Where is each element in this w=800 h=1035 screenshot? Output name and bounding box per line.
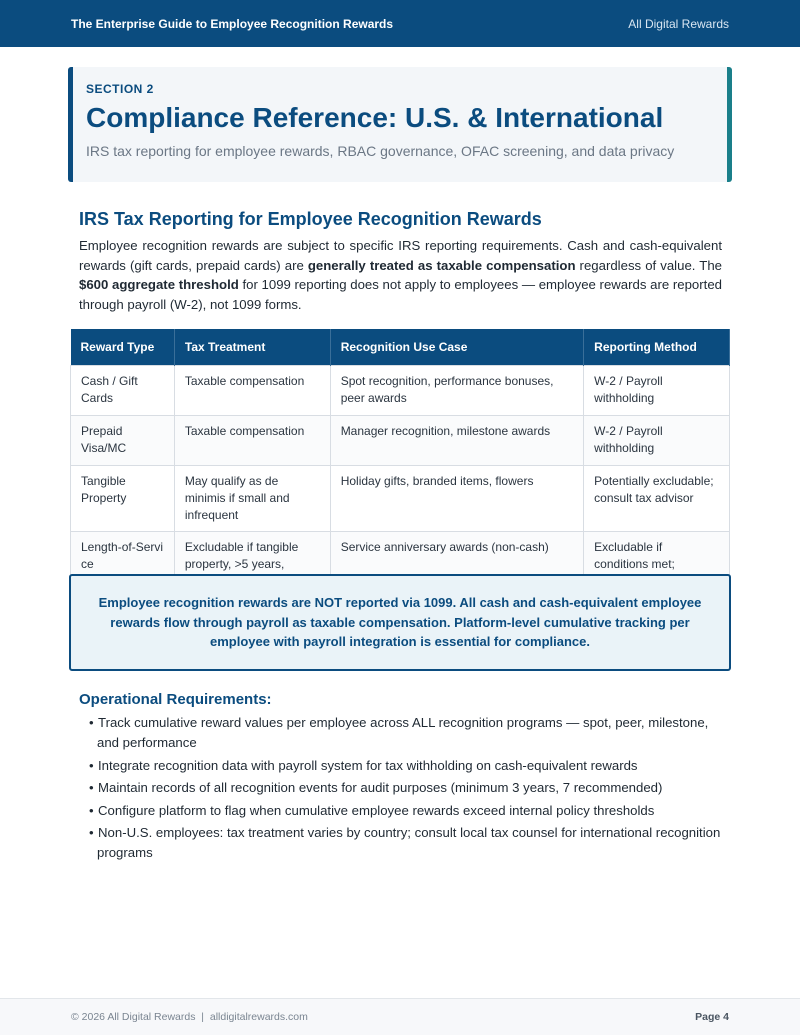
column-header: Reward Type [71,329,175,365]
intro-text-1: Employee recognition rewards are subject to specific IRS reporting requirements. Cash and cash-equivalent rewards (gift cards, prepaid cards) are [79,238,722,273]
table-cell: Taxable compensation [174,415,330,465]
table-cell: Prepaid Visa/MC [71,415,175,465]
irs-heading: IRS Tax Reporting for Employee Recognition Rewards [79,209,542,229]
table-row [71,465,730,531]
column-header: Tax Treatment [174,329,330,365]
bullet-icon: • [89,715,94,730]
table-cell: Service anniversary awards (non-cash) [330,531,583,597]
irs-intro-paragraph [79,236,722,314]
list-item [79,756,729,776]
list-item-text: Maintain records of all recognition events for audit purposes (minimum 3 years, 7 recommended) [98,780,663,795]
compliance-callout [69,574,731,671]
section-label: SECTION 2 [86,82,154,96]
list-item-text: Integrate recognition data with payroll system for tax withholding on cash-equivalent rewards [98,757,638,773]
list-item [79,823,729,863]
page-footer [0,998,800,1035]
table-cell: Holiday gifts, branded items, flowers [330,465,583,531]
column-header: Reporting Method [584,329,730,365]
footer-copyright: © 2026 All Digital Rewards | alldigitalrewards.com [71,1011,308,1023]
intro-text-2: regardless of value. The [575,257,722,273]
intro-bold-2: $600 aggregate threshold [79,277,239,293]
document-title: The Enterprise Guide to Employee Recognition Rewards [71,16,394,31]
table-cell: W-2 / Payroll withholding [584,415,730,465]
list-item [79,713,729,753]
list-item [79,778,729,798]
brand-name: All Digital Rewards [628,16,729,31]
page-header [0,0,800,47]
bullet-icon: • [89,825,94,840]
column-header: Recognition Use Case [330,329,583,365]
tax-treatment-table [70,329,730,598]
section-subtitle: IRS tax reporting for employee rewards, RBAC governance, OFAC screening, and data privacy [86,143,675,159]
list-item-text: Non-U.S. employees: tax treatment varies by country; consult local tax counsel for international recognition programs [97,825,721,860]
operational-requirements-list [79,713,729,866]
table-cell: Manager recognition, milestone awards [330,415,583,465]
section-title: Compliance Reference: U.S. & International [86,102,664,133]
table-cell: Excludable if conditions met; [584,531,730,597]
list-item-text: Configure platform to flag when cumulative employee rewards exceed internal policy thresholds [98,802,655,818]
table-row [71,365,730,415]
table-cell: W-2 / Payroll withholding [584,365,730,415]
table-row [71,415,730,465]
table-cell: Length-of-Servi ce [71,531,175,597]
bullet-icon: • [89,802,94,818]
list-item-text: Track cumulative reward values per employee across ALL recognition programs — spot, peer, milestone, and performance [97,715,709,750]
bullet-icon: • [89,780,94,795]
table-cell: Spot recognition, performance bonuses, peer awards [330,365,583,415]
table-cell: Taxable compensation [174,365,330,415]
intro-bold-1: generally treated as taxable compensation [307,257,576,273]
table-cell: Cash / Gift Cards [71,365,175,415]
table-cell: Excludable if tangible property, >5 years, [174,531,330,597]
page-number: Page 4 [695,1011,729,1023]
table-cell: May qualify as de minimis if small and infrequent [174,465,330,531]
section-header-box [68,67,732,182]
table-cell: Potentially excludable; consult tax advisor [584,465,730,531]
table-header-row [71,329,730,365]
bullet-icon: • [89,757,94,773]
intro-text-3: for 1099 reporting does not apply to employees — employee rewards are reported through payroll (W-2), not 1099 forms. [79,277,722,312]
table-cell: Tangible Property [71,465,175,531]
callout-text: Employee recognition rewards are NOT reported via 1099. All cash and cash-equivalent employee rewards flow through payroll as taxable compensation. Platform-level cumulative tracking per employee with payroll integration is essential for compliance. [98,595,702,650]
list-item [79,801,729,821]
operational-heading: Operational Requirements: [79,691,272,708]
